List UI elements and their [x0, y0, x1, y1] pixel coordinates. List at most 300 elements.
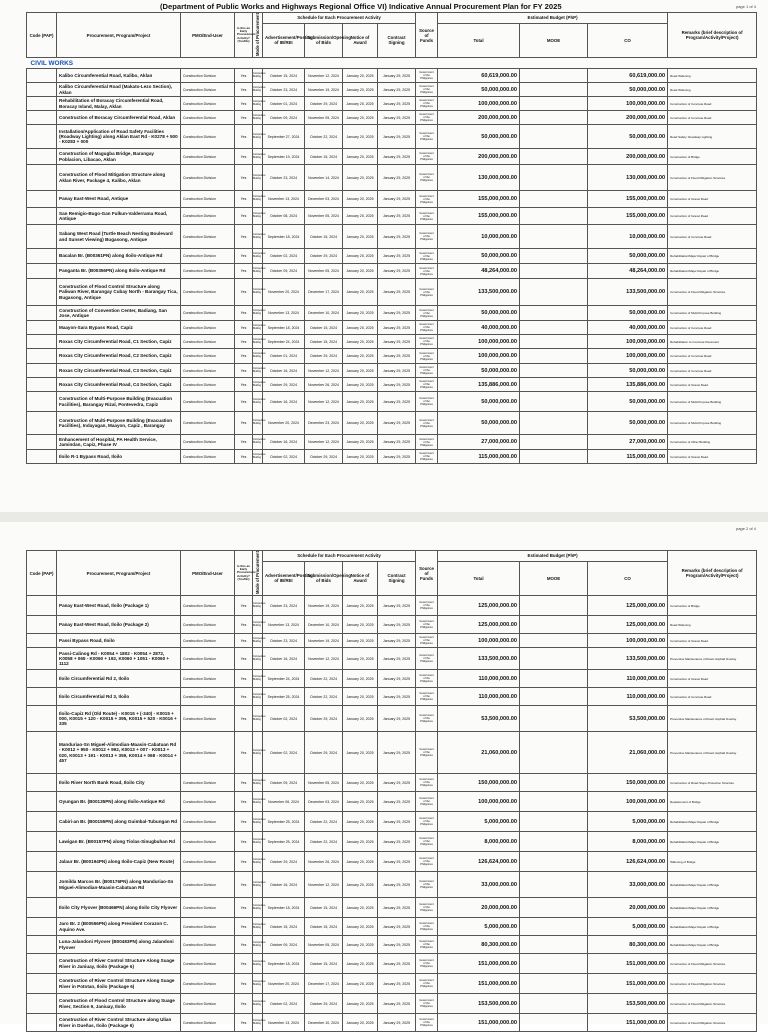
cell-signing: January 29, 2025	[378, 165, 416, 191]
cell-co: 100,000,000.00	[588, 792, 668, 812]
cell-submission: November 12, 2024	[305, 392, 343, 412]
cell-early: Yes	[235, 918, 253, 936]
mode-of-procurement: Competitive Bidding	[253, 940, 266, 947]
cell-mode-spacer	[253, 306, 266, 321]
cell-award: January 20, 2025	[343, 225, 378, 249]
cell-source: Government of the Philippines	[416, 111, 438, 125]
cell-signing: January 29, 2025	[378, 191, 416, 208]
cell-co: 27,000,000.00	[588, 435, 668, 450]
cell-award: January 20, 2025	[343, 732, 378, 774]
cell-remarks: Construction of Flood Mitigation Structure	[668, 279, 757, 306]
cell-mode-spacer	[253, 392, 266, 412]
cell-co: 125,000,000.00	[588, 616, 668, 634]
cell-advertisement: November 13, 2024	[263, 306, 305, 321]
cell-signing: January 29, 2025	[378, 364, 416, 378]
cell-submission: November 26, 2024	[305, 852, 343, 872]
cell-mooe	[520, 225, 588, 249]
cell-early: Yes	[235, 450, 253, 464]
cell-submission: October 22, 2024	[305, 125, 343, 149]
cell-remarks: Construction of Multi-Purpose Building	[668, 306, 757, 321]
table-row	[27, 616, 757, 634]
mode-of-procurement: Competitive Bidding	[253, 323, 266, 330]
cell-mode-spacer	[253, 378, 266, 392]
cell-signing: January 29, 2025	[378, 918, 416, 936]
cell-mooe	[520, 83, 588, 97]
cell-pmo: Construction Division	[181, 321, 235, 335]
mode-of-procurement: Competitive Bidding	[253, 714, 266, 721]
cell-early: Yes	[235, 125, 253, 149]
cell-total: 48,264,000.00	[438, 264, 520, 279]
cell-submission: October 15, 2024	[305, 918, 343, 936]
cell-early: Yes	[235, 83, 253, 97]
cell-mode-spacer	[253, 249, 266, 264]
cell-early: Yes	[235, 596, 253, 616]
cell-source: Government of the Philippines	[416, 898, 438, 918]
cell-advertisement: October 23, 2024	[263, 596, 305, 616]
header-schedule: Schedule for Each Procurement Activity	[263, 13, 416, 24]
cell-early: Yes	[235, 812, 253, 832]
cell-co: 100,000,000.00	[588, 349, 668, 364]
procurement-table-page-1	[26, 12, 757, 464]
cell-early: Yes	[235, 349, 253, 364]
cell-pmo: Construction Division	[181, 852, 235, 872]
cell-source: Government of the Philippines	[416, 435, 438, 450]
cell-early: Yes	[235, 872, 253, 898]
mode-of-procurement: Competitive Bidding	[253, 232, 266, 239]
cell-source: Government of the Philippines	[416, 936, 438, 954]
cell-total: 5,000,000.00	[438, 918, 520, 936]
cell-submission: December 10, 2024	[305, 306, 343, 321]
mode-of-procurement: Competitive Bidding	[253, 999, 266, 1006]
cell-award: January 20, 2025	[343, 321, 378, 335]
cell-source: Government of the Philippines	[416, 412, 438, 435]
cell-mooe	[520, 1014, 588, 1032]
cell-submission: November 12, 2024	[305, 872, 343, 898]
cell-award: January 20, 2025	[343, 634, 378, 648]
cell-co: 130,000,000.00	[588, 165, 668, 191]
cell-award: January 20, 2025	[343, 936, 378, 954]
cell-project: Iloilo R-1 Bypass Road, Iloilo	[57, 450, 181, 464]
cell-advertisement: October 09, 2024	[263, 774, 305, 792]
cell-pmo: Construction Division	[181, 918, 235, 936]
mode-of-procurement: Competitive Bidding	[253, 1018, 266, 1025]
cell-mooe	[520, 111, 588, 125]
mode-of-procurement: Competitive Bidding	[253, 636, 266, 643]
cell-award: January 20, 2025	[343, 264, 378, 279]
cell-mode-spacer	[253, 974, 266, 994]
cell-project: Construction of River Control Structure Along Suage River in Pototan, Iloilo (Package 6)	[57, 974, 181, 994]
table-row	[27, 165, 757, 191]
cell-mode-spacer	[253, 918, 266, 936]
cell-mooe	[520, 208, 588, 225]
mode-of-procurement: Competitive Bidding	[253, 212, 266, 219]
cell-signing: January 29, 2025	[378, 670, 416, 688]
cell-code	[27, 688, 57, 706]
cell-mode-spacer	[253, 97, 266, 111]
cell-code	[27, 69, 57, 83]
cell-mode-spacer	[253, 648, 266, 670]
cell-remarks: Road Widening	[668, 69, 757, 83]
cell-project: Construction of Flood Control Structure along Suage River, Section 9, Janiuay, Iloilo	[57, 994, 181, 1014]
cell-signing: January 29, 2025	[378, 832, 416, 852]
cell-project: Jaro Br. 2 (B00556PN) along President Corazon C. Aquino Ave.	[57, 918, 181, 936]
cell-signing: January 29, 2025	[378, 249, 416, 264]
cell-pmo: Construction Division	[181, 412, 235, 435]
mode-of-procurement: Competitive Bidding	[253, 837, 266, 844]
mode-of-procurement: Competitive Bidding	[253, 288, 266, 295]
cell-remarks: Road Safety: Roadway Lighting	[668, 125, 757, 149]
cell-mode-spacer	[253, 994, 266, 1014]
header-source: Source of Funds	[416, 13, 438, 58]
cell-submission: October 29, 2024	[305, 994, 343, 1014]
cell-submission: October 29, 2024	[305, 249, 343, 264]
table-row	[27, 412, 757, 435]
table-row	[27, 321, 757, 335]
cell-advertisement: October 23, 2024	[263, 165, 305, 191]
cell-source: Government of the Philippines	[416, 732, 438, 774]
cell-submission: October 29, 2024	[305, 450, 343, 464]
cell-award: January 20, 2025	[343, 111, 378, 125]
cell-mooe	[520, 852, 588, 872]
cell-remarks: Rehabilitation/Major Repair of Bridge	[668, 936, 757, 954]
cell-mooe	[520, 412, 588, 435]
cell-project: Iloilo Circumferential Rd 2, Iloilo	[57, 670, 181, 688]
cell-pmo: Construction Division	[181, 306, 235, 321]
cell-source: Government of the Philippines	[416, 125, 438, 149]
cell-submission: October 15, 2024	[305, 898, 343, 918]
cell-total: 135,886,000.00	[438, 378, 520, 392]
cell-early: Yes	[235, 392, 253, 412]
cell-code	[27, 732, 57, 774]
cell-award: January 20, 2025	[343, 249, 378, 264]
cell-advertisement: October 29, 2024	[263, 378, 305, 392]
cell-pmo: Construction Division	[181, 1014, 235, 1032]
mode-of-procurement: Competitive Bidding	[253, 778, 266, 785]
cell-mode-spacer	[253, 321, 266, 335]
cell-remarks: Rehabilitation/Major Repair of Bridge	[668, 249, 757, 264]
cell-total: 200,000,000.00	[438, 149, 520, 165]
cell-signing: January 29, 2025	[378, 872, 416, 898]
cell-mooe	[520, 364, 588, 378]
cell-mode-spacer	[253, 435, 266, 450]
cell-source: Government of the Philippines	[416, 954, 438, 974]
cell-advertisement: October 09, 2024	[263, 111, 305, 125]
cell-award: January 20, 2025	[343, 97, 378, 111]
cell-submission: November 05, 2024	[305, 774, 343, 792]
cell-mode-spacer	[253, 852, 266, 872]
cell-mooe	[520, 706, 588, 732]
cell-co: 153,500,000.00	[588, 994, 668, 1014]
table-row	[27, 125, 757, 149]
cell-advertisement: November 20, 2024	[263, 279, 305, 306]
cell-award: January 20, 2025	[343, 83, 378, 97]
cell-total: 110,000,000.00	[438, 670, 520, 688]
header-signing: Contract Signing	[378, 23, 416, 57]
cell-award: January 20, 2025	[343, 412, 378, 435]
cell-total: 50,000,000.00	[438, 364, 520, 378]
cell-advertisement: September 18, 2024	[263, 321, 305, 335]
cell-project: Installation/Application of Road Safety Facilities (Roadway Lighting) along Aklan East Rd - K0278 + 500 - K0283 + 000	[57, 125, 181, 149]
cell-source: Government of the Philippines	[416, 994, 438, 1014]
cell-pmo: Construction Division	[181, 688, 235, 706]
cell-signing: January 29, 2025	[378, 974, 416, 994]
cell-submission: December 17, 2024	[305, 974, 343, 994]
cell-pmo: Construction Division	[181, 994, 235, 1014]
header-schedule: Schedule for Each Procurement Activity	[263, 551, 416, 562]
cell-submission: October 22, 2024	[305, 812, 343, 832]
cell-mode-spacer	[253, 279, 266, 306]
cell-mode-spacer	[253, 450, 266, 464]
header-advertisement: Advertisement/Posting of IB/REI	[263, 561, 305, 595]
table-row	[27, 688, 757, 706]
cell-total: 150,000,000.00	[438, 774, 520, 792]
cell-total: 20,000,000.00	[438, 898, 520, 918]
cell-source: Government of the Philippines	[416, 648, 438, 670]
cell-award: January 20, 2025	[343, 616, 378, 634]
cell-code	[27, 306, 57, 321]
cell-total: 126,624,000.00	[438, 852, 520, 872]
cell-mooe	[520, 774, 588, 792]
cell-early: Yes	[235, 364, 253, 378]
cell-code	[27, 706, 57, 732]
cell-signing: January 29, 2025	[378, 225, 416, 249]
cell-advertisement: November 20, 2024	[263, 412, 305, 435]
cell-advertisement: September 24, 2024	[263, 335, 305, 349]
mode-of-procurement: Competitive Bidding	[253, 674, 266, 681]
cell-source: Government of the Philippines	[416, 264, 438, 279]
cell-project: Iloilo Circumferential Rd 3, Iloilo	[57, 688, 181, 706]
cell-award: January 20, 2025	[343, 349, 378, 364]
cell-total: 100,000,000.00	[438, 634, 520, 648]
cell-mode-spacer	[253, 832, 266, 852]
header-budget: Estimated Budget (PhP)	[438, 13, 668, 24]
header-remarks: Remarks (brief description of Program/Activity/Project)	[668, 13, 757, 58]
cell-early: Yes	[235, 412, 253, 435]
cell-source: Government of the Philippines	[416, 616, 438, 634]
cell-signing: January 29, 2025	[378, 634, 416, 648]
table-row	[27, 832, 757, 852]
cell-source: Government of the Philippines	[416, 83, 438, 97]
cell-early: Yes	[235, 306, 253, 321]
cell-advertisement: November 13, 2024	[263, 191, 305, 208]
table-row	[27, 450, 757, 464]
cell-mooe	[520, 936, 588, 954]
mode-of-procurement: Competitive Bidding	[253, 252, 266, 259]
cell-award: January 20, 2025	[343, 208, 378, 225]
table-row	[27, 898, 757, 918]
cell-early: Yes	[235, 225, 253, 249]
cell-signing: January 29, 2025	[378, 392, 416, 412]
cell-mooe	[520, 435, 588, 450]
cell-early: Yes	[235, 165, 253, 191]
cell-remarks: Rehabilitation/Major Repair of Bridge	[668, 264, 757, 279]
table-row	[27, 596, 757, 616]
cell-code	[27, 249, 57, 264]
cell-source: Government of the Philippines	[416, 792, 438, 812]
cell-submission: October 29, 2024	[305, 706, 343, 732]
cell-pmo: Construction Division	[181, 936, 235, 954]
cell-advertisement: October 16, 2024	[263, 648, 305, 670]
cell-early: Yes	[235, 97, 253, 111]
cell-code	[27, 165, 57, 191]
mode-of-procurement: Competitive Bidding	[253, 748, 266, 755]
header-co: CO	[588, 23, 668, 57]
cell-project: Construction of Boracay Circumferential Road, Aklan	[57, 111, 181, 125]
cell-source: Government of the Philippines	[416, 974, 438, 994]
cell-advertisement: November 13, 2024	[263, 1014, 305, 1032]
cell-total: 33,000,000.00	[438, 872, 520, 898]
cell-co: 60,619,000.00	[588, 69, 668, 83]
cell-code	[27, 616, 57, 634]
cell-early: Yes	[235, 435, 253, 450]
cell-total: 50,000,000.00	[438, 412, 520, 435]
cell-remarks: Rehabilitation/Major Repair of Bridge	[668, 918, 757, 936]
cell-mooe	[520, 279, 588, 306]
table-row	[27, 279, 757, 306]
cell-early: Yes	[235, 249, 253, 264]
cell-award: January 20, 2025	[343, 994, 378, 1014]
cell-code	[27, 792, 57, 812]
cell-pmo: Construction Division	[181, 596, 235, 616]
mode-of-procurement: Competitive Bidding	[253, 620, 266, 627]
cell-co: 20,000,000.00	[588, 898, 668, 918]
cell-award: January 20, 2025	[343, 670, 378, 688]
cell-total: 151,000,000.00	[438, 974, 520, 994]
mode-of-procurement: Competitive Bidding	[253, 903, 266, 910]
cell-advertisement: October 08, 2024	[263, 208, 305, 225]
cell-co: 5,000,000.00	[588, 918, 668, 936]
cell-signing: January 29, 2025	[378, 97, 416, 111]
cell-award: January 20, 2025	[343, 191, 378, 208]
table-row	[27, 111, 757, 125]
cell-source: Government of the Philippines	[416, 149, 438, 165]
cell-remarks: Rehabilitation/Major Repair of Bridge	[668, 812, 757, 832]
cell-pmo: Construction Division	[181, 165, 235, 191]
cell-code	[27, 149, 57, 165]
cell-project: Roxas City Circumferential Road, C2 Section, Capiz	[57, 349, 181, 364]
cell-co: 50,000,000.00	[588, 364, 668, 378]
cell-source: Government of the Philippines	[416, 832, 438, 852]
cell-early: Yes	[235, 936, 253, 954]
cell-co: 151,000,000.00	[588, 974, 668, 994]
cell-advertisement: October 02, 2024	[263, 450, 305, 464]
page-gap	[0, 512, 768, 522]
cell-source: Government of the Philippines	[416, 812, 438, 832]
cell-award: January 20, 2025	[343, 774, 378, 792]
cell-project: Panay East-West Road, Antique	[57, 191, 181, 208]
cell-co: 126,624,000.00	[588, 852, 668, 872]
cell-remarks: Preventive Maintenance of Road: Asphalt Overlay	[668, 732, 757, 774]
cell-source: Government of the Philippines	[416, 335, 438, 349]
table-row	[27, 364, 757, 378]
cell-project: Construction of Multi-Purpose Building (Evacuation Facilities), Barangay Rizal, Pontevedra, Capiz	[57, 392, 181, 412]
header-advertisement: Advertisement/Posting of IB/REI	[263, 23, 305, 57]
cell-signing: January 29, 2025	[378, 111, 416, 125]
cell-source: Government of the Philippines	[416, 774, 438, 792]
cell-mode-spacer	[253, 125, 266, 149]
cell-early: Yes	[235, 688, 253, 706]
cell-code	[27, 832, 57, 852]
header-total: Total	[438, 23, 520, 57]
mode-of-procurement: Competitive Bidding	[253, 857, 266, 864]
cell-code	[27, 412, 57, 435]
cell-mode-spacer	[253, 165, 266, 191]
cell-code	[27, 349, 57, 364]
cell-project: Construction of Flood Control Structure along Paliwan River, Barangay Cubay North - Barangay Tica, Bugasong, Antique	[57, 279, 181, 306]
cell-submission: December 10, 2024	[305, 1014, 343, 1032]
cell-code	[27, 648, 57, 670]
cell-submission: November 12, 2024	[305, 364, 343, 378]
cell-advertisement: September 18, 2024	[263, 225, 305, 249]
cell-award: January 20, 2025	[343, 378, 378, 392]
cell-source: Government of the Philippines	[416, 852, 438, 872]
cell-code	[27, 378, 57, 392]
cell-source: Government of the Philippines	[416, 97, 438, 111]
cell-total: 200,000,000.00	[438, 111, 520, 125]
cell-early: Yes	[235, 111, 253, 125]
cell-pmo: Construction Division	[181, 616, 235, 634]
cell-award: January 20, 2025	[343, 832, 378, 852]
cell-submission: October 29, 2024	[305, 732, 343, 774]
cell-submission: December 23, 2024	[305, 412, 343, 435]
cell-remarks: Construction of Concrete Road	[668, 321, 757, 335]
header-pmo: PMO/End-User	[181, 551, 235, 596]
cell-remarks: Construction of Concrete Road	[668, 688, 757, 706]
cell-co: 80,300,000.00	[588, 936, 668, 954]
cell-mooe	[520, 812, 588, 832]
cell-co: 50,000,000.00	[588, 125, 668, 149]
cell-signing: January 29, 2025	[378, 688, 416, 706]
cell-code	[27, 852, 57, 872]
cell-co: 100,000,000.00	[588, 97, 668, 111]
cell-total: 8,000,000.00	[438, 832, 520, 852]
cell-remarks: Rehabilitation to Concrete Pavement	[668, 335, 757, 349]
cell-advertisement: September 27, 2024	[263, 125, 305, 149]
cell-mooe	[520, 69, 588, 83]
cell-remarks: Construction of Flood Mitigation Structure	[668, 1014, 757, 1032]
cell-total: 151,000,000.00	[438, 1014, 520, 1032]
cell-mooe	[520, 670, 588, 688]
cell-early: Yes	[235, 852, 253, 872]
cell-pmo: Construction Division	[181, 349, 235, 364]
cell-pmo: Construction Division	[181, 450, 235, 464]
cell-co: 33,000,000.00	[588, 872, 668, 898]
cell-award: January 20, 2025	[343, 279, 378, 306]
cell-total: 100,000,000.00	[438, 335, 520, 349]
cell-advertisement: October 16, 2024	[263, 364, 305, 378]
cell-pmo: Construction Division	[181, 648, 235, 670]
cell-signing: January 29, 2025	[378, 994, 416, 1014]
cell-signing: January 29, 2025	[378, 812, 416, 832]
cell-project: Luna-Jalandoni Flyover (B00483PN) along Jalandoni Flyover	[57, 936, 181, 954]
cell-remarks: Road Widening	[668, 83, 757, 97]
cell-signing: January 29, 2025	[378, 306, 416, 321]
cell-co: 10,000,000.00	[588, 225, 668, 249]
cell-code	[27, 225, 57, 249]
cell-project: Panay East-West Road, Iloilo (Package 1)	[57, 596, 181, 616]
cell-submission: November 05, 2024	[305, 111, 343, 125]
cell-submission: November 12, 2024	[305, 69, 343, 83]
cell-total: 80,300,000.00	[438, 936, 520, 954]
cell-remarks: Construction of Concrete Road	[668, 225, 757, 249]
cell-remarks: Rehabilitation/Major Repair of Bridge	[668, 832, 757, 852]
cell-award: January 20, 2025	[343, 812, 378, 832]
cell-mode-spacer	[253, 412, 266, 435]
cell-project: Construction of Flood Mitigation Structure along Aklan River, Package 4, Kalibo, Aklan	[57, 165, 181, 191]
cell-submission: October 22, 2024	[305, 670, 343, 688]
table-row	[27, 774, 757, 792]
cell-source: Government of the Philippines	[416, 634, 438, 648]
